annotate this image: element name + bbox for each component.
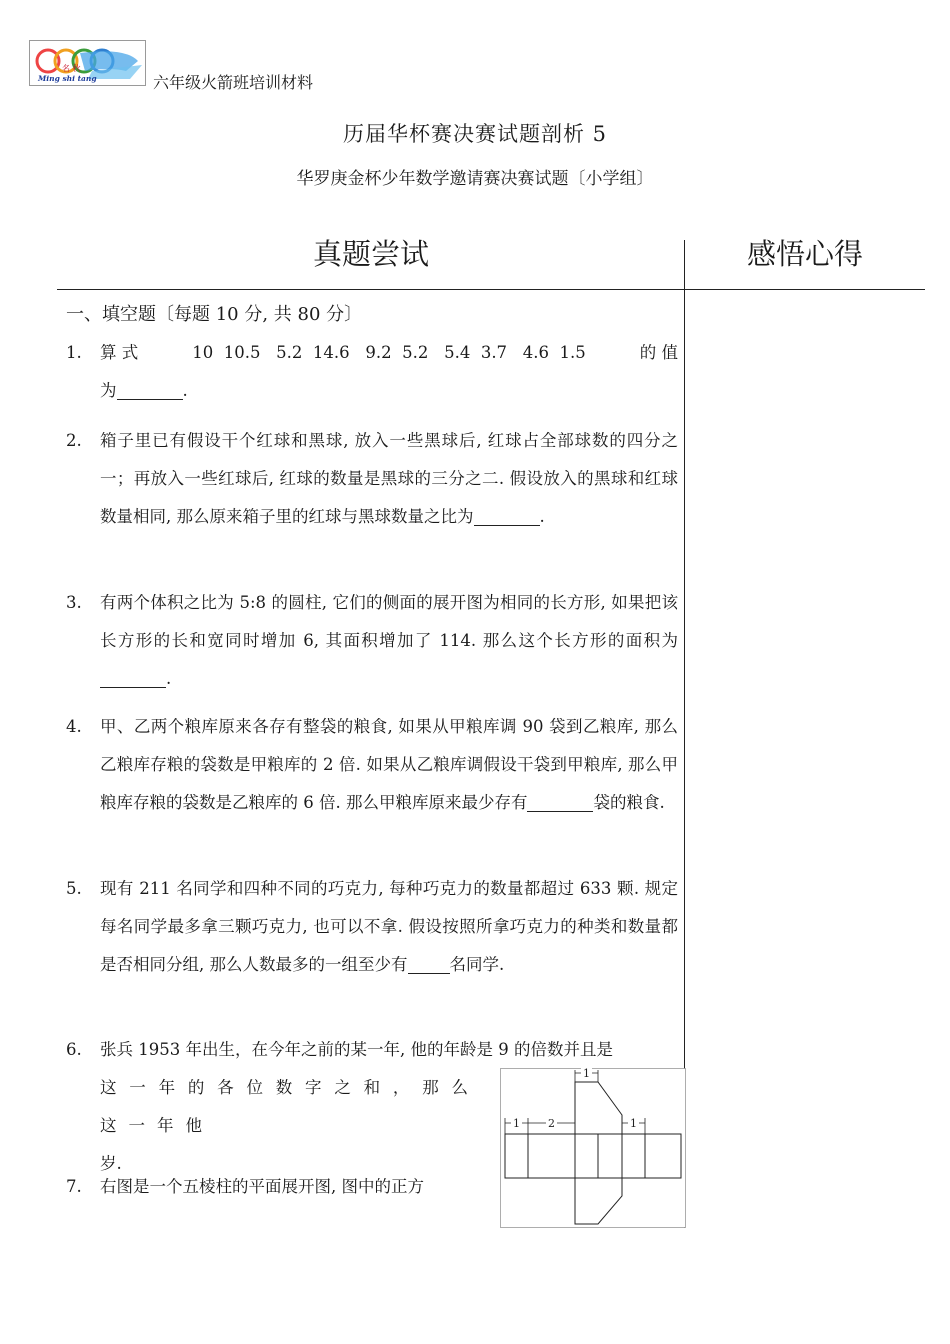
question-1-end: . (182, 381, 188, 400)
question-number: 4. (66, 717, 82, 736)
answer-blank[interactable] (408, 953, 450, 974)
question-3-end: . (166, 669, 172, 688)
logo-graphic (30, 41, 145, 85)
question-1-prefix: 算 式 (100, 343, 139, 362)
question-number: 7. (66, 1177, 82, 1196)
question-1-line2-text: 为 (100, 381, 117, 400)
prism-net-diagram (500, 1068, 686, 1228)
question-1-line2 (100, 372, 678, 410)
header-rule (57, 289, 925, 290)
dimension-label-top: 1 (583, 1068, 590, 1080)
question-2-end: . (539, 507, 545, 526)
question-number: 5. (66, 879, 82, 898)
dimension-label-right: 1 (630, 1117, 637, 1130)
question-7-text: 右图是一个五棱柱的平面展开图, 图中的正方 (100, 1177, 424, 1196)
question-5-end: 名同学. (449, 955, 505, 974)
answer-blank[interactable] (527, 791, 593, 812)
question-1-suffix: 的 值 (639, 343, 678, 362)
question-6-line1: 张兵 1953 年出生，在今年之前的某一年, 他的年龄是 9 的倍数并且是 (100, 1040, 613, 1059)
question-number: 2. (66, 431, 82, 450)
question-1 (66, 334, 678, 410)
question-5-text: 现有 211 名同学和四种不同的巧克力, 每种巧克力的数量都超过 633 颗. 规定每名同学最多拿三颗巧克力, 也可以不拿. 假设按照所拿巧克力的种类和数量都是否相同分组, 那么人数最多的一组至少有 (100, 879, 678, 974)
page-title: 历届华杯赛决赛试题剖析 5 (342, 122, 608, 146)
dimension-label-middle: 2 (548, 1117, 555, 1130)
column-header-practice: 真题尝试 (312, 237, 429, 271)
prism-net-figure (500, 1068, 686, 1228)
logo-chars: 名 秋 (62, 64, 81, 73)
logo-text: Ming shi tang (38, 74, 97, 83)
logo (29, 40, 146, 86)
question-number: 6. (66, 1040, 82, 1059)
answer-blank[interactable] (474, 505, 540, 526)
question-6-line3: 岁. (100, 1154, 122, 1173)
question-6-line2: 这一年的各位数字之和，那么这一年他 (100, 1078, 480, 1135)
question-1-expression: 10 10.5 5.2 14.6 9.2 5.2 5.4 3.7 4.6 1.5 (192, 343, 586, 362)
question-2 (66, 422, 678, 536)
answer-blank[interactable] (117, 379, 183, 400)
question-number: 1. (66, 343, 82, 362)
question-2-text: 箱子里已有假设干个红球和黑球, 放入一些黑球后, 红球占全部球数的四分之一；再放入一些红球后, 红球的数量是黑球的三分之二. 假设放入的黑球和红球数量相同, 那么原来箱子里的红球与黑球数量之比为 (100, 431, 678, 526)
header-subtitle: 六年级火箭班培训材料 (153, 73, 314, 92)
question-4-end: 袋的粮食. (593, 793, 665, 812)
question-3 (66, 584, 678, 698)
dimension-label-left: 1 (513, 1117, 520, 1130)
question-1-line1 (100, 334, 678, 372)
section-heading: 一、填空题〔每题 10 分, 共 80 分〕 (66, 304, 363, 325)
column-header-notes: 感悟心得 (746, 237, 863, 271)
question-number: 3. (66, 593, 82, 612)
question-4-text: 甲、乙两个粮库原来各存有整袋的粮食, 如果从甲粮库调 90 袋到乙粮库, 那么乙粮库存粮的袋数是甲粮库的 2 倍. 如果从乙粮库调假设干袋到甲粮库, 那么甲粮库存粮的袋数是乙粮库的 6 倍. 那么甲粮库原来最少存有 (100, 717, 678, 812)
question-3-text: 有两个体积之比为 5:8 的圆柱, 它们的侧面的展开图为相同的长方形, 如果把该长方形的长和宽同时增加 6, 其面积增加了 114. 那么这个长方形的面积为 (100, 593, 678, 650)
question-4 (66, 708, 678, 822)
answer-blank[interactable] (100, 667, 166, 688)
question-5 (66, 870, 678, 984)
page-subtitle: 华罗庚金杯少年数学邀请赛决赛试题〔小学组〕 (296, 169, 654, 189)
